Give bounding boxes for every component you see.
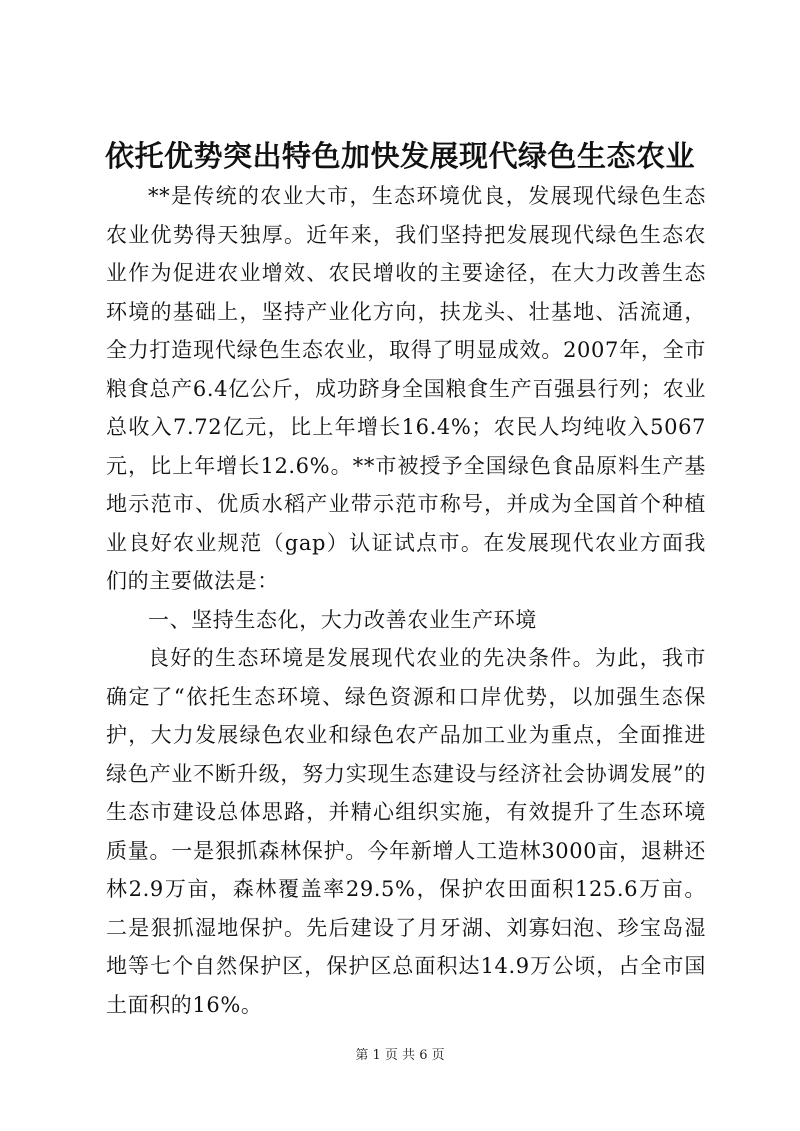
page-number-footer: 第 1 页 共 6 页 bbox=[355, 1048, 445, 1063]
intro-paragraph: **是传统的农业大市，生态环境优良，发展现代绿色生态农业优势得天独厚。近年来，我们坚持把发展现代绿色生态农业作为促进农业增效、农民增收的主要途径，在大力改善生态环境的基础上，坚持产业化方向，扶龙头、壮基地、活流通，全力打造现代绿色生态农业，取得了明显成效。2007年，全市粮食总产6.4亿公斤，成功跻身全国粮食生产百强县行列；农业总收入7.72亿元，比上年增长16.4%；农民人均纯收入5067元，比上年增长12.6%。**市被授予全国绿色食品原料生产基地示范市、优质水稻产业带示范市称号，并成为全国首个种植业良好农业规范（gap）认证试点市。在发展现代农业方面我们的主要做法是： bbox=[106, 184, 706, 593]
document-body bbox=[106, 177, 706, 1024]
document-title: 依托优势突出特色加快发展现代绿色生态农业 bbox=[104, 139, 695, 173]
section-heading-1: 一、坚持生态化，大力改善农业生产环境 bbox=[148, 607, 537, 632]
section-1-paragraph: 良好的生态环境是发展现代农业的先决条件。为此，我市确定了“依托生态环境、绿色资源和口岸优势，以加强生态保护，大力发展绿色农业和绿色农产品加工业为重点，全面推进绿色产业不断升级，努力实现生态建设与经济社会协调发展”的生态市建设总体思路，并精心组织实施，有效提升了生态环境质量。一是狠抓森林保护。今年新增人工造林3000亩，退耕还林2.9万亩，森林覆盖率29.5%，保护农田面积125.6万亩。二是狠抓湿地保护。先后建设了月牙湖、刘寡妇泡、珍宝岛湿地等七个自然保护区，保护区总面积达14.9万公顷，占全市国土面积的16%。 bbox=[106, 646, 706, 1017]
